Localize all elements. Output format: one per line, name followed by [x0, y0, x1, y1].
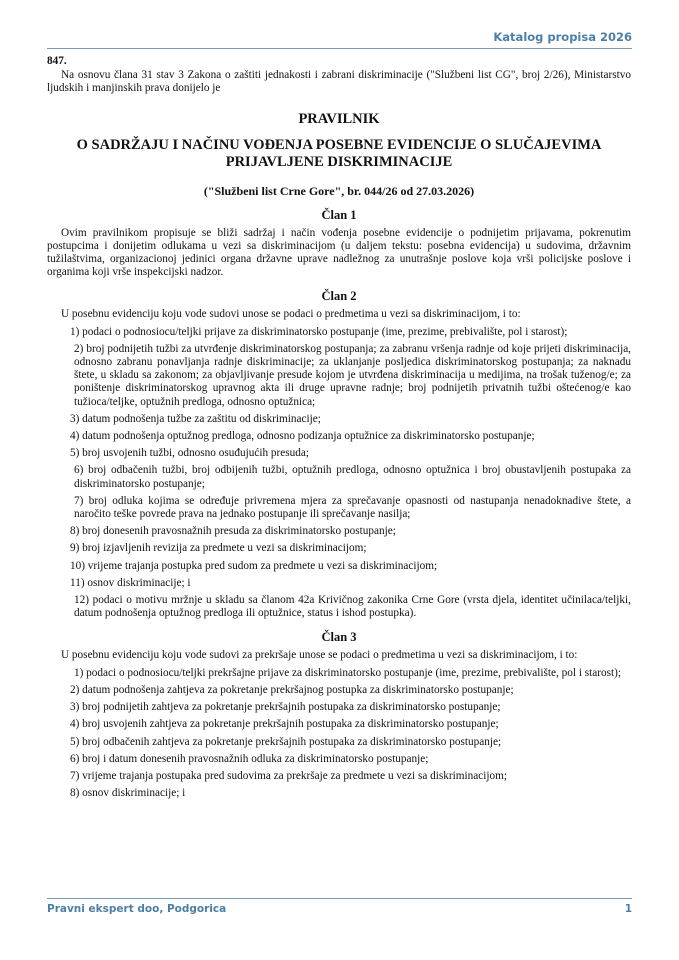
- list-item: 4) datum podnošenja optužnog predloga, odnosno podizanja optužnice za diskriminatorsko postupanje;: [70, 430, 535, 443]
- list-item: 10) vrijeme trajanja postupka pred sudom za predmete u vezi sa diskriminacijom;: [70, 559, 438, 572]
- article-text: Ovim pravilnikom propisuje se bliži sadržaj i način vođenja posebne evidencije o podnijetim prijavama, pokrenutim postupcima i donijetim odlukama u vezi sa diskriminacijom (u daljem tekstu: posebna evidencija) u sudovima, državnim tužilaštvima, organizacionoj jedinici organa državne uprave nadležnog za unutrašnje poslove koja vrši policijske poslove i organima koji vrše inspekcijski nadzor.: [47, 226, 631, 279]
- gazette-reference: ("Službeni list Crne Gore", br. 044/26 od 27.03.2026): [203, 183, 475, 198]
- list-item: 11) osnov diskriminacije; i: [70, 576, 191, 589]
- document-body: [47, 55, 631, 800]
- document-subtitle: O SADRŽAJU I NAČINU VOĐENJA POSEBNE EVIDENCIJE O SLUČAJEVIMA PRIJAVLJENE DISKRIMINACIJE: [76, 136, 602, 170]
- catalog-title: Katalog propisa 2026: [493, 30, 632, 44]
- article-text: U posebnu evidenciju koju vode sudovi unose se podaci o predmetima u vezi sa diskriminacijom, i to:: [61, 308, 521, 321]
- article-heading: Član 3: [321, 630, 357, 645]
- article-heading: Član 2: [321, 289, 357, 304]
- list-item: 5) broj usvojenih tužbi, odnosno osuđujućih presuda;: [70, 447, 310, 460]
- list-item: 1) podaci o podnosiocu/teljki prijave za diskriminatorsko postupanje (ime, prezime, prebivalište, pol i starost);: [70, 325, 568, 338]
- document-title: PRAVILNIK: [298, 110, 380, 127]
- list-item: 5) broj odbačenih zahtjeva za pokretanje prekršajnih postupaka za diskriminatorsko postupanje;: [70, 735, 502, 748]
- list-item: 12) podaci o motivu mržnje u skladu sa članom 42a Krivičnog zakonika Crne Gore (vrsta djela, identitet učinilaca/telјki, datum podnošenja optužnog predloga ili optužnice, status i ishod postupka).: [74, 594, 631, 620]
- list-item: 4) broj usvojenih zahtjeva za pokretanje prekršajnih postupaka za diskriminatorsko postupanje;: [70, 718, 499, 731]
- list-item: 8) broj donesenih pravosnažnih presuda za diskriminatorsko postupanje;: [70, 525, 396, 538]
- list-item: 2) broj podnijetih tužbi za utvrđenje diskriminatorskog postupanja; za zabranu vršenja radnje od koje prijeti diskriminacija, odnosno zabranu ponavljanja radnje diskriminacije; za uklanjanje posljedica diskriminatorskog postupanja; za naknadu štete, u skladu sa zakonom; za objavljivanje presude kojom je utvrđena diskriminacija u medijima, na trošak tuženog/e; za poništenje diskriminatorskog upravnog akta ili druge upravne radnje; broj podnijetih privatnih tužbi oštećenog/e kao tužioca/teljke, optužnih predloga, odnosno optužnica;: [74, 342, 631, 408]
- list-item: 2) datum podnošenja zahtjeva za pokretanje prekršajnog postupka za diskriminatorsko postupanje;: [70, 683, 514, 696]
- page-footer: [47, 898, 632, 915]
- list-item: 6) broj i datum donesenih pravosnažnih odluka za diskriminatorsko postupanje;: [70, 752, 429, 765]
- preamble: Na osnovu člana 31 stav 3 Zakona o zaštiti jednakosti i zabrani diskriminacije ("Službeni list CG", broj 2/26), Ministarstvo ljudskih i manjinskih prava donijelo je: [47, 69, 631, 95]
- list-item: 3) broj podnijetih zahtjeva za pokretanje prekršajnih postupaka za diskriminatorsko postupanje;: [70, 701, 501, 714]
- regulation-number: 847.: [47, 55, 67, 67]
- list-item: 7) vrijeme trajanja postupaka pred sudovima za prekršaje za predmete u vezi sa diskriminacijom;: [70, 769, 508, 782]
- list-item: 3) datum podnošenja tužbe za zaštitu od diskriminacije;: [70, 412, 321, 425]
- list-item: 7) broj odluka kojima se određuje privremena mjera za sprečavanje opasnosti od nastupanja nenadoknadive štete, a naročito teške povrede prava na jednako postupanje ili sprečavanje nasilja;: [74, 494, 631, 521]
- list-item: 1) podaci o podnosiocu/teljki prekršajne prijave za diskriminatorsko postupanje (ime, prezime, prebivalište, pol i starost);: [74, 666, 622, 679]
- article-heading: Član 1: [321, 207, 357, 222]
- publisher-name: Pravni ekspert doo, Podgorica: [47, 903, 227, 915]
- article-text: U posebnu evidenciju koju vode sudovi za prekršaje unose se podaci o predmetima u vezi sa diskriminacijom, i to:: [61, 649, 578, 662]
- page-header: [47, 30, 632, 49]
- list-item: 6) broj odbačenih tužbi, broj odbijenih tužbi, optužnih predloga, odnosno optužnica i broj obustavljenih postupaka za diskriminatorsko postupanje;: [74, 464, 631, 490]
- list-item: 8) osnov diskriminacije; i: [70, 787, 186, 800]
- list-item: 9) broj izjavljenih revizija za predmete u vezi sa diskriminacijom;: [70, 542, 367, 555]
- page-number: 1: [624, 903, 632, 915]
